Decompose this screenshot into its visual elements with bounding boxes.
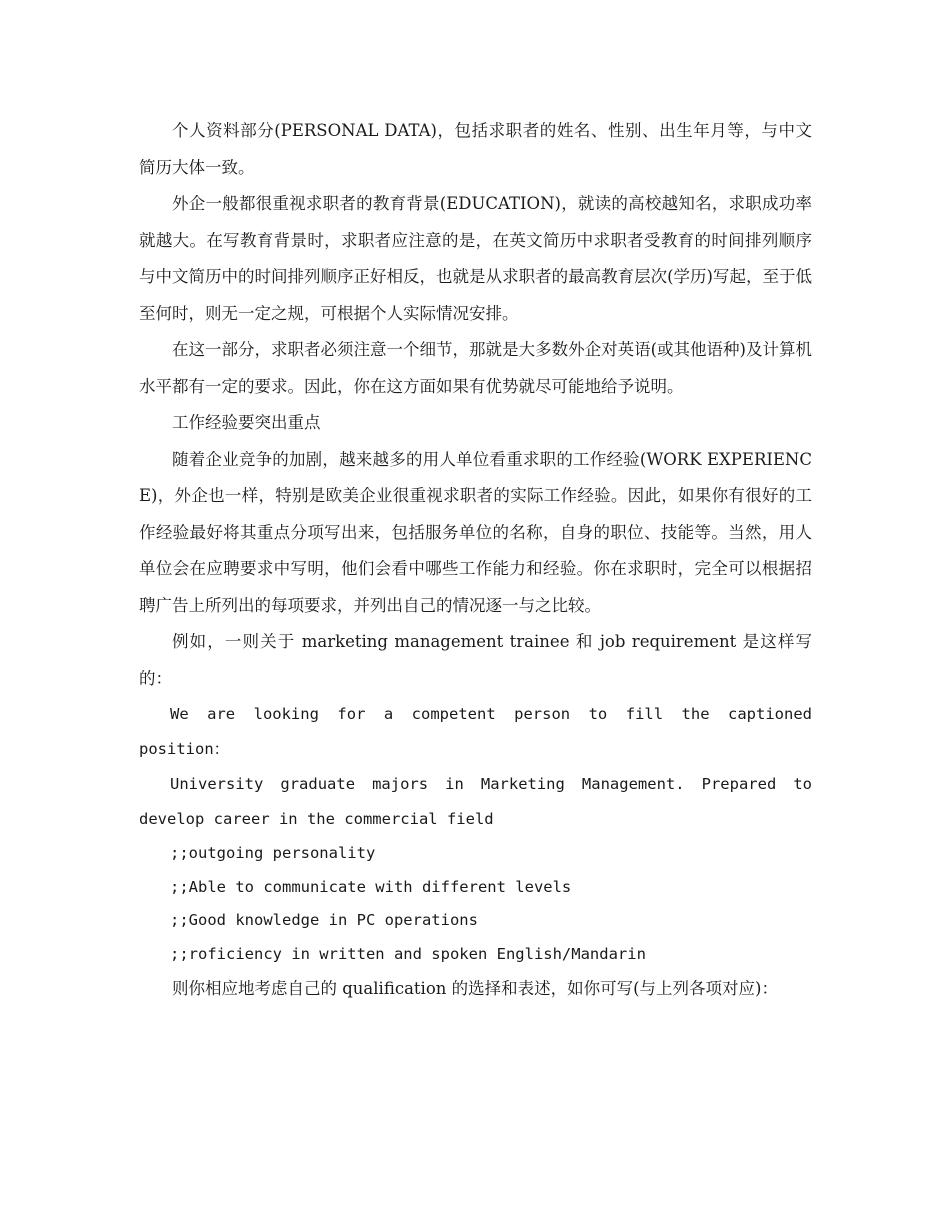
paragraph-personal-data: 个人资料部分(PERSONAL DATA)，包括求职者的姓名、性别、出生年月等，与中文简历大体一致。: [139, 121, 812, 177]
paragraph-education: 外企一般都很重视求职者的教育背景(EDUCATION)，就读的高校越知名，求职成功率就越大。在写教育背景时，求职者应注意的是，在英文简历中求职者受教育的时间排列顺序与中文简历中的时间排列顺序正好相反，也就是从求职者的最高教育层次(学历)写起，至于低至何时，则无一定之规，可根据个人实际情况安排。: [139, 194, 812, 323]
paragraph-work-experience: 随着企业竞争的加剧，越来越多的用人单位看重求职的工作经验(WORK EXPERIENCE)，外企也一样，特别是欧美企业很重视求职者的实际工作经验。因此，如果你有很好的工作经验最好将其重点分项写出来，包括服务单位的名称，自身的职位、技能等。当然，用人单位会在应聘要求中写明，他们会看中哪些工作能力和经验。你在求职时，完全可以根据招聘广告上所列出的每项要求，并列出自己的情况逐一与之比较。: [139, 449, 812, 615]
list-item-requirement: ;;Good knowledge in PC operations: [170, 911, 478, 929]
paragraph-language-computer: 在这一部分，求职者必须注意一个细节，那就是大多数外企对英语(或其他语种)及计算机水平都有一定的要求。因此，你在这方面如果有优势就尽可能地给予说明。: [139, 340, 812, 396]
paragraph-job-ad-intro: We are looking for a competent person to fill the captioned position：: [139, 705, 812, 758]
list-item-requirement: ;;roficiency in written and spoken English/Mandarin: [170, 944, 646, 963]
list-item-requirement: ;;Able to communicate with different levels: [170, 877, 572, 896]
paragraph-job-ad-requirement: University graduate majors in Marketing Management. Prepared to develop career in the commercial field: [139, 775, 812, 828]
paragraph-example-intro: 例如，一则关于 marketing management trainee 和 job requirement 是这样写的：: [139, 632, 812, 688]
document-body: [139, 113, 812, 1008]
paragraph-qualification: 则你相应地考虑自己的 qualification 的选择和表述，如你可写(与上列各项对应)：: [172, 979, 778, 998]
list-item-requirement: ;;outgoing personality: [170, 844, 376, 862]
section-heading-work-experience: 工作经验要突出重点: [172, 413, 321, 432]
